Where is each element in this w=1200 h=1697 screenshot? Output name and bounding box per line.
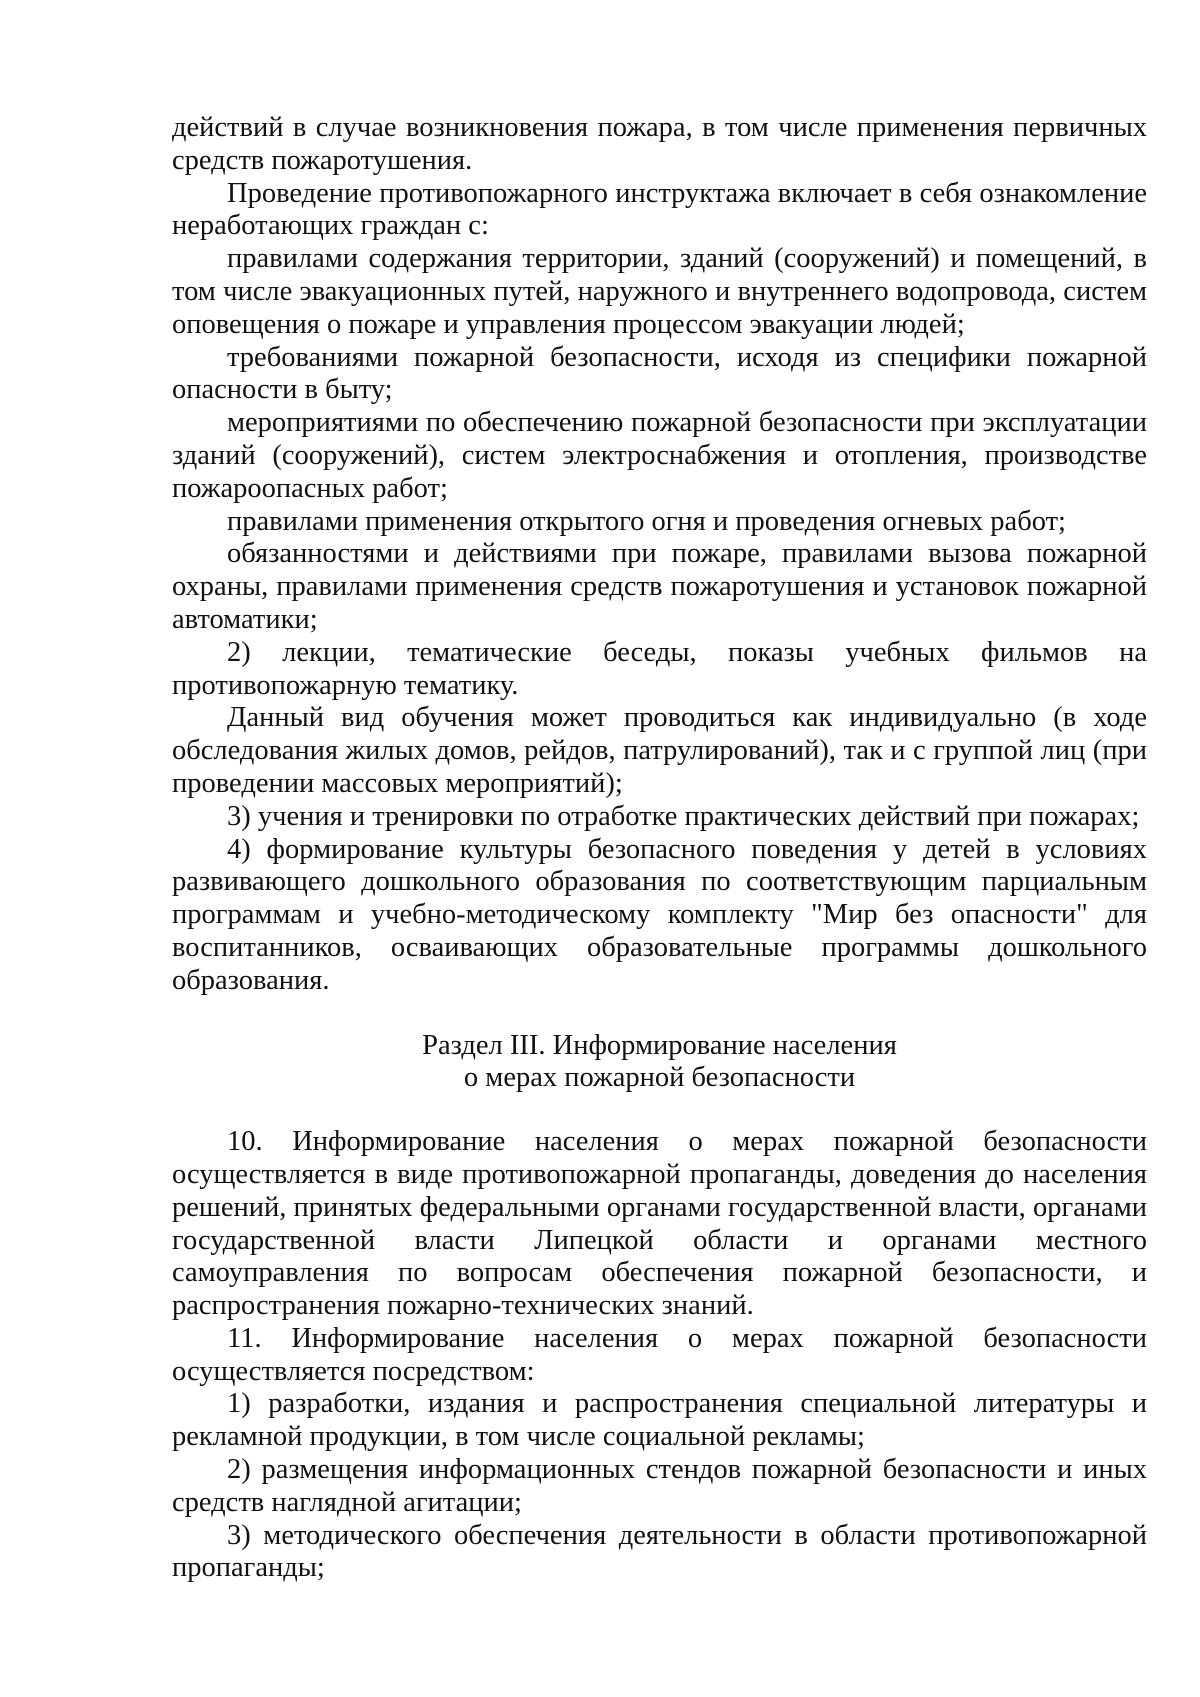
paragraph-training-type: Данный вид обучения может проводиться как индивидуально (в ходе обследования жилых домов, рейдов, патрулирований), так и с группой лиц (при проведении массовых мероприятий);	[172, 702, 1147, 799]
paragraph-subitem-2: 2) размещения информационных стендов пожарной безопасности и иных средств наглядной агитации;	[172, 1454, 1147, 1518]
paragraph-safety-measures: мероприятиями по обеспечению пожарной безопасности при эксплуатации зданий (сооружений), систем электроснабжения и отопления, производстве пожароопасных работ;	[172, 407, 1147, 504]
section-heading-line-1: Раздел III. Информирование населения	[422, 1029, 897, 1061]
paragraph-continuation: действий в случае возникновения пожара, в том числе применения первичных средств пожаротушения.	[172, 112, 1147, 176]
section-heading	[172, 1030, 1147, 1096]
paragraph-instruction-intro: Проведение противопожарного инструктажа включает в себя ознакомление неработающих граждан с:	[172, 177, 1147, 242]
paragraph-open-fire-rules: правилами применения открытого огня и проведения огневых работ;	[227, 505, 1066, 537]
paragraph-item-2-lectures: 2) лекции, тематические беседы, показы учебных фильмов на противопожарную тематику.	[172, 636, 1147, 701]
paragraph-item-11: 11. Информирование населения о мерах пожарной безопасности осуществляется посредством:	[172, 1322, 1147, 1387]
paragraph-territory-rules: правилами содержания территории, зданий (сооружений) и помещений, в том числе эвакуационных путей, наружного и внутреннего водопровода, систем оповещения о пожаре и управления процессом эвакуации людей;	[172, 243, 1147, 340]
paragraph-safety-requirements: требованиями пожарной безопасности, исходя из специфики пожарной опасности в быту;	[172, 341, 1147, 406]
paragraph-subitem-1: 1) разработки, издания и распространения специальной литературы и рекламной продукции, в том числе социальной рекламы;	[172, 1388, 1147, 1453]
paragraph-item-10: 10. Информирование населения о мерах пожарной безопасности осуществляется в виде противопожарной пропаганды, доведения до населения решений, принятых федеральными органами государственной власти, органами государственной власти Липецкой области и органами местного самоуправления по вопросам обеспечения пожарной безопасности, и распространения пожарно-технических знаний.	[172, 1126, 1147, 1322]
paragraph-item-4-culture: 4) формирование культуры безопасного поведения у детей в условиях развивающего дошкольного образования по соответствующим парциальным программам и учебно-методическому комплекту "Мир без опасности" для воспитанников, осваивающих образовательные программы дошкольного образования.	[172, 833, 1147, 996]
paragraph-subitem-3: 3) методического обеспечения деятельности в области противопожарной пропаганды;	[172, 1519, 1147, 1584]
section-heading-line-2: о мерах пожарной безопасности	[463, 1062, 856, 1094]
document-page	[172, 112, 1147, 1585]
paragraph-item-3-drills: 3) учения и тренировки по отработке практических действий при пожарах;	[227, 800, 1140, 832]
paragraph-fire-duties: обязанностями и действиями при пожаре, правилами вызова пожарной охраны, правилами применения средств пожаротушения и установок пожарной автоматики;	[172, 538, 1147, 635]
